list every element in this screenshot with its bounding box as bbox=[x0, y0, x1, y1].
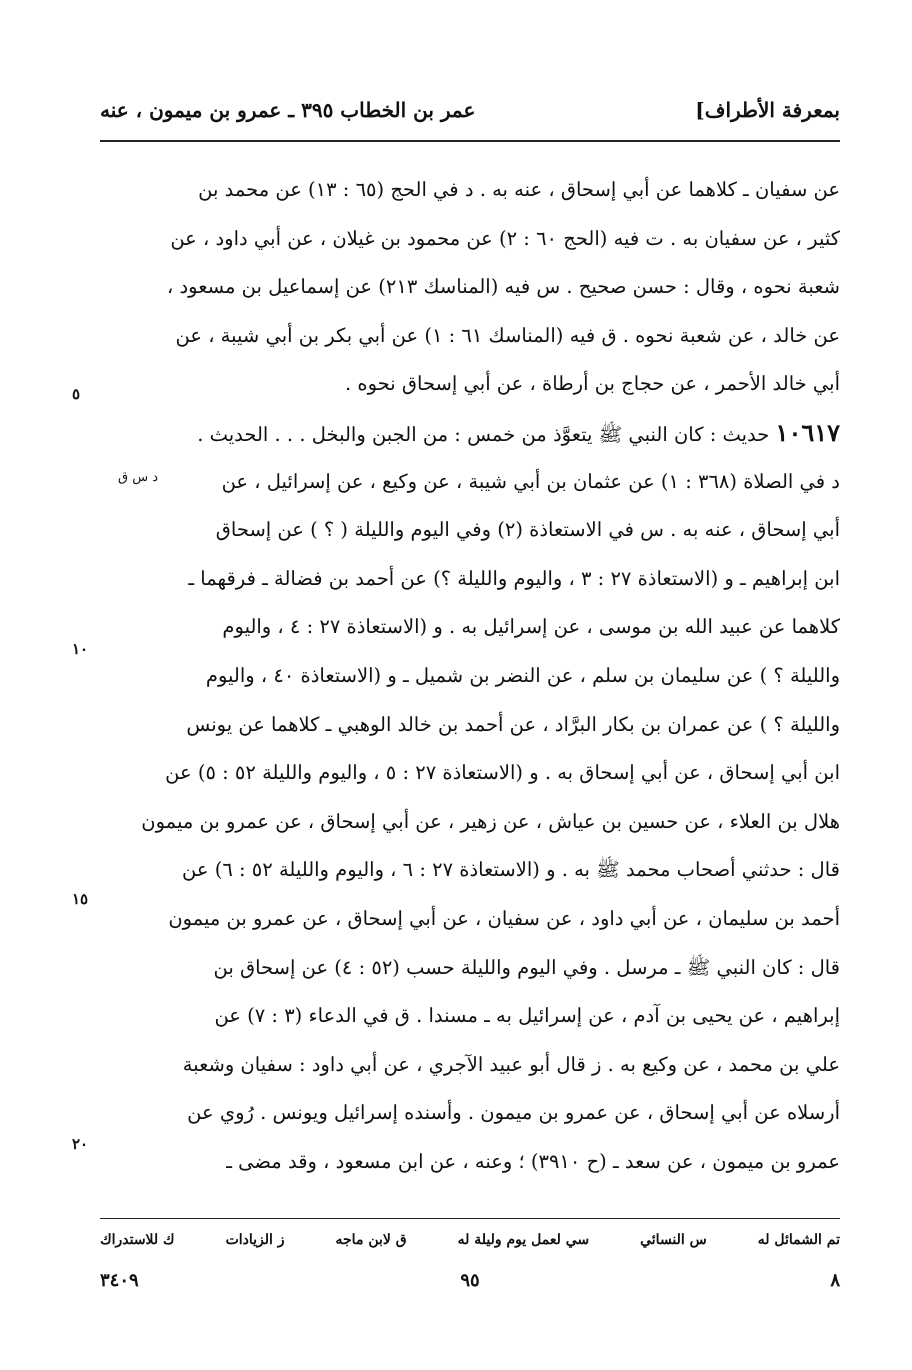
text-line: أحمد بن سليمان ، عن أبي داود ، عن سفيان ، عن أبي إسحاق ، عن عمرو بن ميمون bbox=[168, 906, 840, 930]
margin-line-number-15: ١٥ bbox=[72, 890, 89, 908]
abbreviation-item: تم الشمائل له bbox=[757, 1232, 840, 1248]
hadith-heading-text: حديث : كان النبي ﷺ يتعوَّذ من خمس : من الجبن والبخل . . . الحديث . bbox=[197, 422, 770, 446]
text-line: عن سفيان ـ كلاهما عن أبي إسحاق ، عنه به . د في الحج (٦٥ : ١٣) عن محمد بن bbox=[198, 178, 840, 201]
running-header bbox=[100, 92, 840, 132]
abbreviation-item: ز الزيادات bbox=[225, 1232, 285, 1248]
body-text bbox=[100, 166, 840, 1186]
abbreviation-key bbox=[100, 1232, 840, 1248]
text-line: كثير ، عن سفيان به . ت فيه (الحج ٦٠ : ٢) عن محمود بن غيلان ، عن أبي داود ، عن bbox=[170, 226, 840, 250]
margin-sigla: د س ق bbox=[118, 470, 159, 485]
abbreviation-item: س النسائي bbox=[640, 1232, 707, 1248]
volume-number: ٨ bbox=[830, 1270, 840, 1291]
margin-line-number-10: ١٠ bbox=[72, 640, 89, 658]
text-line: والليلة ؟ ) عن سليمان بن سلم ، عن النضر بن شميل ـ و (الاستعاذة ٤٠ ، واليوم bbox=[205, 663, 840, 687]
text-line: د في الصلاة (٣٦٨ : ١) عن عثمان بن أبي شيبة ، عن وكيع ، عن إسرائيل ، عن bbox=[221, 469, 840, 493]
hadith-number: ١٠٦١٧ bbox=[775, 417, 840, 447]
reference-number: ٣٤٠٩ bbox=[100, 1270, 139, 1291]
footnote-rule bbox=[100, 1218, 840, 1219]
text-line: هلال بن العلاء ، عن حسين بن عياش ، عن زهير ، عن أبي إسحاق ، عن عمرو بن ميمون bbox=[141, 809, 840, 833]
margin-line-number-20: ٢٠ bbox=[72, 1135, 89, 1153]
margin-line-number-5: ٥ bbox=[72, 385, 81, 403]
page-footer bbox=[100, 1270, 840, 1300]
hadith-heading-line bbox=[100, 409, 840, 458]
text-line: أرسلاه عن أبي إسحاق ، عن عمرو بن ميمون . وأسنده إسرائيل ويونس . رُوي عن bbox=[187, 1101, 840, 1125]
header-section-title: عمر بن الخطاب ٣٩٥ ـ عمرو بن ميمون ، عنه bbox=[100, 98, 476, 122]
text-line: عن خالد ، عن شعبة نحوه . ق فيه (المناسك ٦١ : ١) عن أبي بكر بن أبي شيبة ، عن bbox=[175, 323, 840, 347]
text-line: كلاهما عن عبيد الله بن موسى ، عن إسرائيل به . و (الاستعاذة ٢٧ : ٤ ، واليوم bbox=[222, 615, 840, 639]
header-book-title: بمعرفة الأطراف] bbox=[695, 98, 840, 122]
text-line: علي بن محمد ، عن وكيع به . ز قال أبو عبيد الآجري ، عن أبي داود : سفيان وشعبة bbox=[182, 1052, 840, 1076]
text-line: ابن إبراهيم ـ و (الاستعاذة ٢٧ : ٣ ، واليوم والليلة ؟) عن أحمد بن فضالة ـ فرقهما ـ bbox=[188, 566, 840, 590]
abbreviation-item: ك للاستدراك bbox=[100, 1232, 175, 1248]
text-line: ابن أبي إسحاق ، عن أبي إسحاق به . و (الاستعاذة ٢٧ : ٥ ، واليوم والليلة ٥٢ : ٥) عن bbox=[165, 761, 840, 785]
text-line: أبي إسحاق ، عنه به . س في الاستعاذة (٢) وفي اليوم والليلة ( ؟ ) عن إسحاق bbox=[215, 518, 840, 542]
text-line: أبي خالد الأحمر ، عن حجاج بن أرطاة ، عن أبي إسحاق نحوه . bbox=[345, 372, 840, 396]
page-number: ٩٥ bbox=[460, 1270, 480, 1291]
text-line: قال : حدثني أصحاب محمد ﷺ به . و (الاستعاذة ٢٧ : ٦ ، واليوم والليلة ٥٢ : ٦) عن bbox=[182, 858, 840, 882]
text-line: إبراهيم ، عن يحيى بن آدم ، عن إسرائيل به ـ مسندا . ق في الدعاء (٣ : ٧) عن bbox=[214, 1004, 840, 1028]
text-line: قال : كان النبي ﷺ ـ مرسل . وفي اليوم والليلة حسب (٥٢ : ٤) عن إسحاق بن bbox=[213, 955, 840, 979]
abbreviation-item: ق لابن ماجه bbox=[335, 1232, 407, 1248]
text-line: عمرو بن ميمون ، عن سعد ـ (ح ٣٩١٠) ؛ وعنه ، عن ابن مسعود ، وقد مضى ـ bbox=[226, 1149, 840, 1173]
abbreviation-item: سي لعمل يوم وليلة له bbox=[457, 1232, 590, 1248]
header-rule bbox=[100, 140, 840, 142]
text-line: والليلة ؟ ) عن عمران بن بكار البرَّاد ، عن أحمد بن خالد الوهبي ـ كلاهما عن يونس bbox=[186, 712, 840, 736]
text-line: شعبة نحوه ، وقال : حسن صحيح . س فيه (المناسك ٢١٣) عن إسماعيل بن مسعود ، bbox=[166, 275, 840, 299]
